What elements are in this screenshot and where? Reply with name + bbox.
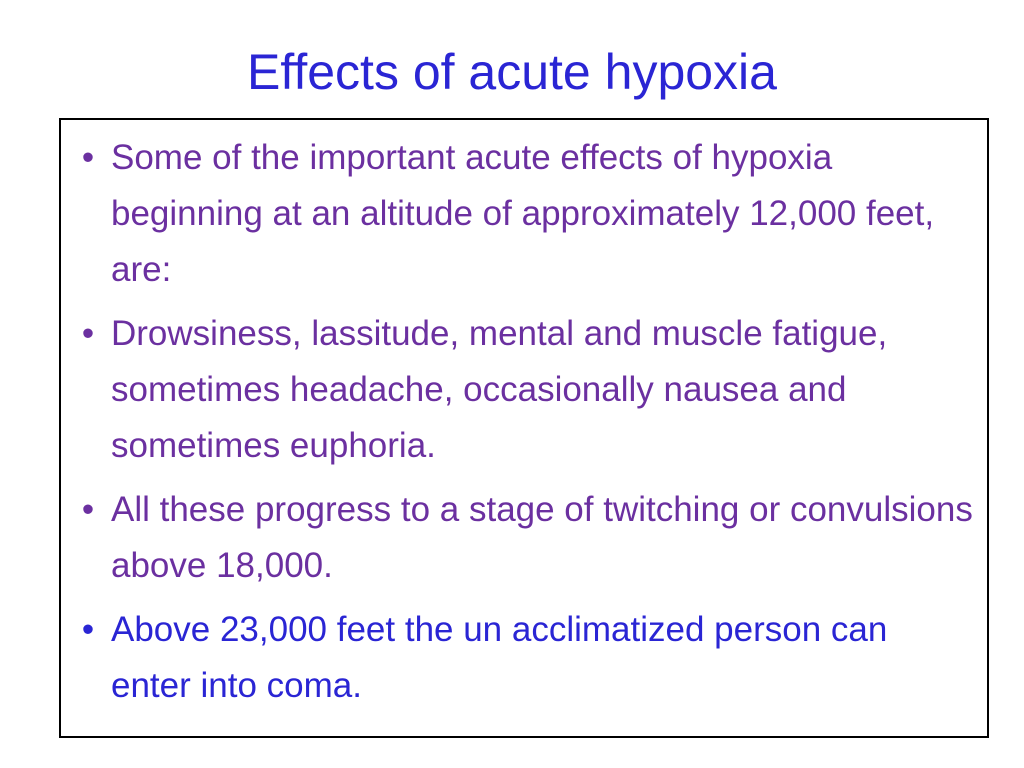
bullet-list — [61, 130, 987, 722]
bullet-text: Drowsiness, lassitude, mental and muscle fatigue, sometimes headache, occasionally nausea and sometimes euphoria. — [111, 314, 888, 465]
slide-title: Effects of acute hypoxia — [247, 44, 777, 100]
bullet-dot-icon: • — [81, 138, 95, 177]
bullet-item — [61, 306, 987, 474]
bullet-item — [61, 482, 987, 594]
bullet-dot-icon: • — [81, 490, 95, 529]
bullet-text: Some of the important acute effects of hypoxia beginning at an altitude of approximately 12,000 feet, are: — [111, 138, 935, 289]
content-box — [59, 118, 989, 738]
bullet-text: All these progress to a stage of twitching or convulsions above 18,000. — [111, 490, 973, 585]
bullet-text: Above 23,000 feet the un acclimatized person can enter into coma. — [111, 610, 888, 705]
bullet-item — [61, 130, 987, 298]
bullet-dot-icon: • — [81, 610, 95, 649]
bullet-item — [61, 602, 987, 714]
bullet-dot-icon: • — [81, 314, 95, 353]
